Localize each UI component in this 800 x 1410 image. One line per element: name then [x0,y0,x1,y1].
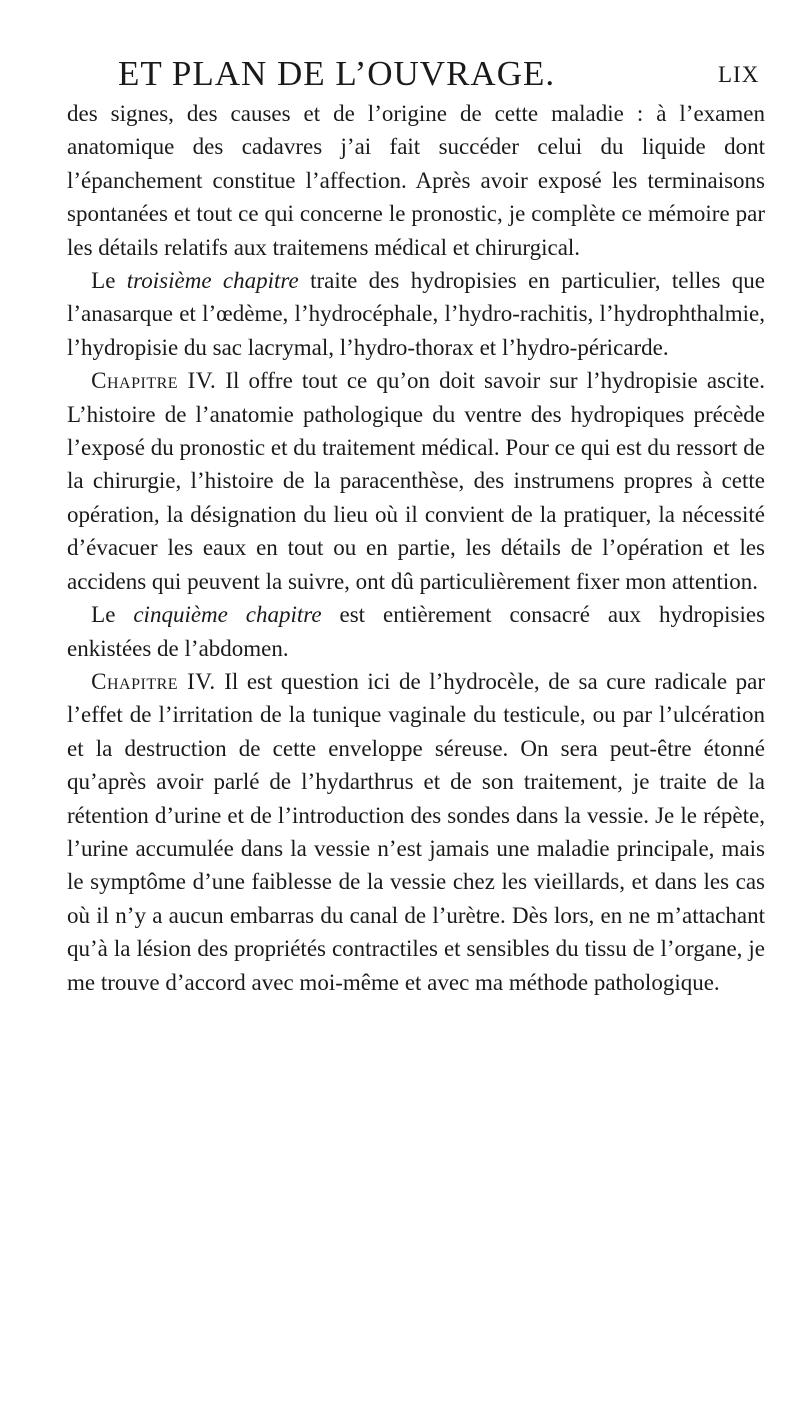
paragraph-5 [67,665,765,999]
paragraph-text: Il est question ici de l’hydrocèle, de sa cure radicale par l’effet de l’irritation de la tunique vaginale du testicule, ou par l’ulcération et la destruction de cette enveloppe séreuse. On sera peut-être étonné qu’après avoir parlé de l’hydarthrus et de son traitement, je traite de la rétention d’urine et de l’introduction des sondes dans la vessie. Je le répète, l’urine accumulée dans la vessie n’est jamais une maladie principale, mais le symptôme d’une faiblesse de la vessie chez les vieillards, et dans les cas où il n’y a aucun embarras du canal de l’urètre. Dès lors, en ne m’attachant qu’à la lésion des propriétés contractiles et sensibles du tissu de l’organe, je me trouve d’accord avec moi-même et avec ma méthode pathologique. [67,668,766,995]
paragraph-text: traite des hydropisies en particulier, telles que l’anasarque et l’œdème, l’hydrocéphale, l’hydro-rachitis, l’hydrophthalmie, l’hydropisie du sac lacrymal, l’hydro-thorax et l’hydro-péricarde. [67,268,766,360]
paragraph-text: est entièrement consacré aux hydropisies enkistées de l’abdomen. [67,602,766,661]
running-head [0,54,800,94]
paragraph-lead: Le [91,602,116,628]
paragraph-lead: Le [91,268,116,294]
chapter-heading: Chapitre IV. [91,668,216,694]
body-text [67,97,765,999]
paragraph-4 [67,598,765,665]
chapter-reference: troisième chapitre [126,268,299,294]
paragraph-text: Il offre tout ce qu’on doit savoir sur l’hydropisie ascite. L’histoire de l’anatomie pathologique du ventre des hydropiques précède l’exposé du pronostic et du traitement médical. Pour ce qui est du ressort de la chirurgie, l’histoire de la paracenthèse, des instrumens propres à cette opération, la désignation du lieu où il convient de la pratiquer, la nécessité d’évacuer les eaux en tout ou en partie, les détails de l’opération et les accidens qui peuvent la suivre, ont dû particulièrement fixer mon attention. [67,368,765,594]
chapter-reference: cinquième chapitre [133,602,322,628]
paragraph-3 [67,364,765,598]
page-number: LIX [718,62,760,87]
chapter-heading: Chapitre IV. [91,368,217,394]
paragraph-1 [67,97,765,264]
paragraph-2 [67,264,765,364]
running-title: ET PLAN DE L’OUVRAGE. [118,54,556,93]
paragraph-text: des signes, des causes et de l’origine de cette maladie : à l’examen anatomique des cadavres j’ai fait succéder celui du liquide dont l’épanchement constitue l’affection. Après avoir exposé les terminaisons spontanées et tout ce qui concerne le pronostic, je complète ce mémoire par les détails relatifs aux traitemens médical et chirurgical. [67,101,765,260]
